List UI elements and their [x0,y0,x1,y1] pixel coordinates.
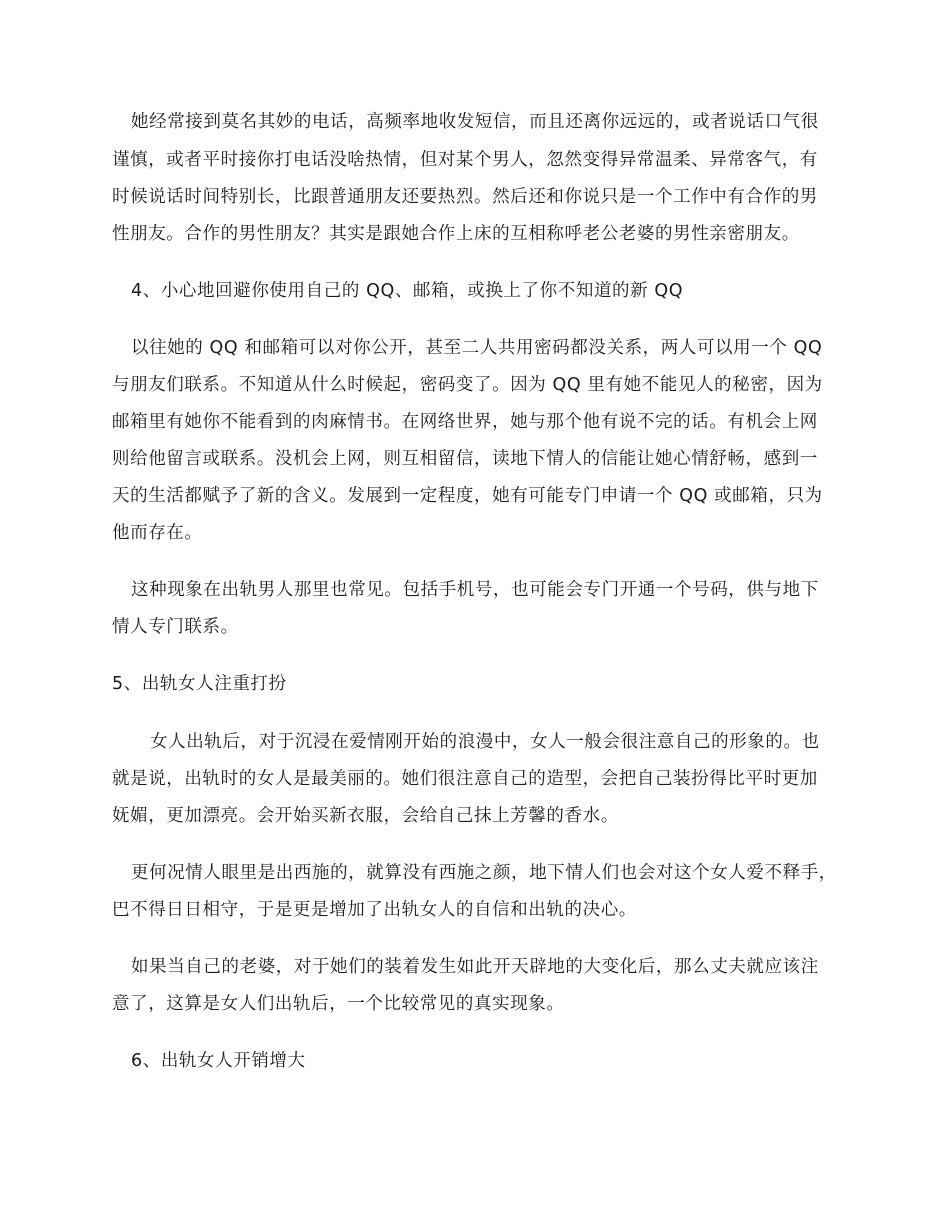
paragraph-line: 性朋友。合作的男性朋友？其实是跟她合作上床的互相称呼老公老婆的男性亲密朋友。 [112,224,800,244]
paragraph-line: 更何况情人眼里是出西施的，就算没有西施之颜，地下情人们也会对这个女人爱不释手， [131,863,837,883]
paragraph-line: 以往她的 QQ 和邮箱可以对你公开，甚至二人共用密码都没关系，两人可以用一个 QQ [131,338,823,358]
paragraph-line: 他而存在。 [112,523,203,543]
paragraph-line: 如果当自己的老婆，对于她们的装着发生如此开天辟地的大变化后，那么丈夫就应该注 [131,957,819,977]
paragraph-line: 天的生活都赋予了新的含义。发展到一定程度，她有可能专门申请一个 QQ 或邮箱，只为 [112,486,823,506]
section-heading: 6、出轨女人开销增大 [131,1051,306,1071]
paragraph-line: 意了，这算是女人们出轨后，一个比较常见的真实现象。 [112,994,565,1014]
paragraph-line: 情人专门联系。 [112,617,239,637]
paragraph-line: 邮箱里有她你不能看到的肉麻情书。在网络世界，她与那个他有说不完的话。有机会上网 [112,412,818,432]
section-heading: 4、小心地回避你使用自己的 QQ、邮箱，或换上了你不知道的新 QQ [131,281,684,301]
paragraph-line: 时候说话时间特别长，比跟普通朋友还要热烈。然后还和你说只是一个工作中有合作的男 [112,187,818,207]
paragraph-line: 就是说，出轨时的女人是最美丽的。她们很注意自己的造型，会把自己装扮得比平时更加 [112,769,818,789]
paragraph-line: 则给他留言或联系。没机会上网，则互相留信，读地下情人的信能让她心情舒畅，感到一 [112,449,818,469]
paragraph-line: 她经常接到莫名其妙的电话，高频率地收发短信，而且还离你远远的，或者说话口气很 [131,112,819,132]
paragraph-line: 谨慎，或者平时接你打电话没啥热情，但对某个男人，忽然变得异常温柔、异常客气，有 [112,150,818,170]
paragraph-line: 与朋友们联系。不知道从什么时候起，密码变了。因为 QQ 里有她不能见人的秘密，因为 [112,375,823,395]
paragraph-line: 巴不得日日相守，于是更是增加了出轨女人的自信和出轨的决心。 [112,900,637,920]
paragraph-line: 女人出轨后，对于沉浸在爱情刚开始的浪漫中，女人一般会很注意自己的形象的。也 [150,732,820,752]
section-heading: 5、出轨女人注重打扮 [112,674,287,694]
paragraph-line: 这种现象在出轨男人那里也常见。包括手机号，也可能会专门开通一个号码，供与地下 [131,580,819,600]
paragraph-line: 妩媚，更加漂亮。会开始买新衣服，会给自己抹上芳馨的香水。 [112,806,619,826]
